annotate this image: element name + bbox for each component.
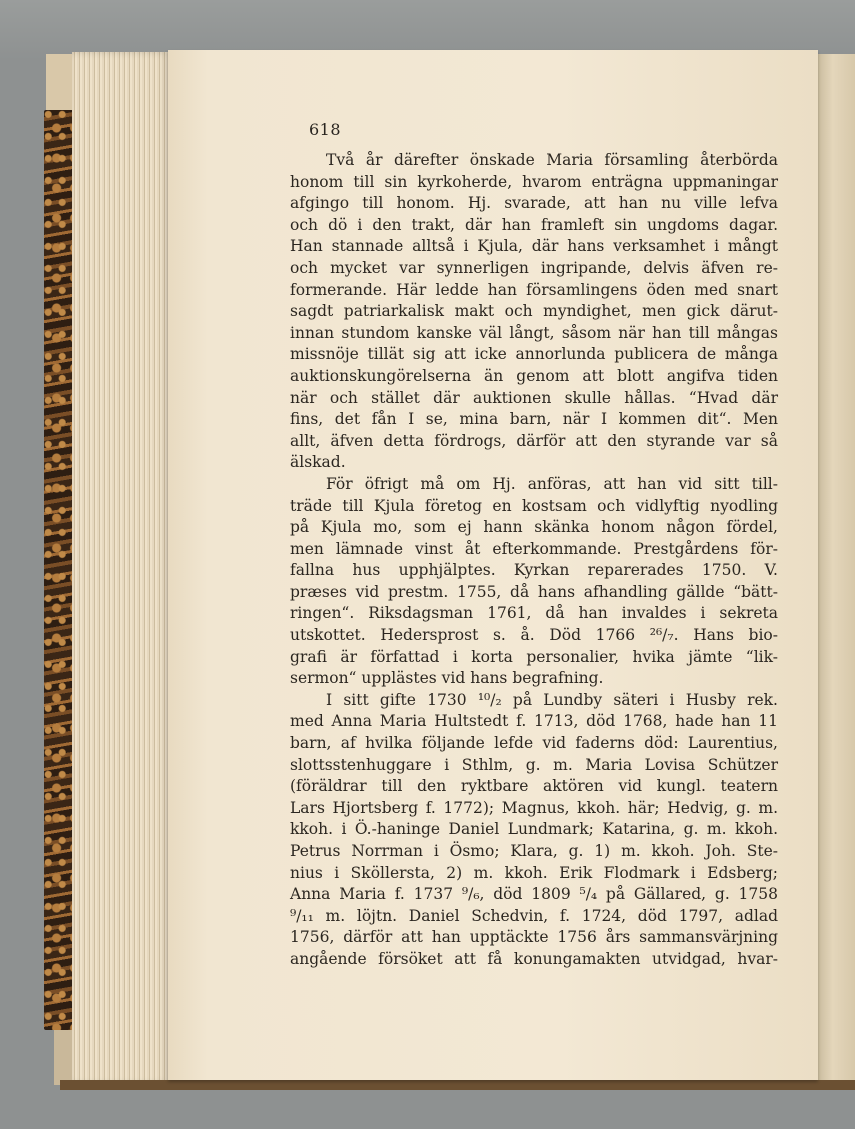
text-line: barn, af hvilka följande lefde vid faderns död: Laurentius,	[290, 734, 778, 753]
text-line: och dö i den trakt, där han framleft sin ungdoms dagar.	[290, 215, 778, 234]
text-line: träde till Kjula företog en kostsam och vidlyftig nyodling	[290, 496, 778, 515]
text-line: sagdt patriarkalisk makt och myndighet, men gick därut-	[290, 302, 778, 321]
text-line: præses vid prestm. 1755, då hans afhandling gällde “bätt-	[290, 582, 778, 601]
text-line: när och stället där auktionen skulle hållas. “Hvad där	[290, 388, 778, 407]
text-line: Anna Maria f. 1737 ⁹/₆, död 1809 ⁵/₄ på Gällared, g. 1758	[290, 885, 778, 904]
book-board-bottom	[60, 1080, 855, 1090]
text-line: nius i Sköllersta, 2) m. kkoh. Erik Flodmark i Edsberg;	[290, 863, 778, 882]
text-line: auktionskungörelserna än genom att blott angifva tiden	[290, 366, 778, 385]
text-line: innan stundom kanske väl långt, såsom när han till mångas	[290, 323, 778, 342]
text-line: 1756, därför att han upptäckte 1756 års sammansvärjning	[290, 928, 778, 947]
text-line: (föräldrar till den ryktbare aktören vid kungl. teatern	[290, 777, 778, 796]
text-line: För öfrigt må om Hj. anföras, att han vid sitt till-	[326, 474, 778, 493]
text-line: grafi är författad i korta personalier, hvika jämte “lik-	[290, 647, 778, 666]
text-line: Två år därefter önskade Maria församling återbörda	[326, 151, 778, 169]
text-line: missnöje tillät sig att icke annorlunda publicera de många	[290, 345, 778, 364]
text-line: ⁹/₁₁ m. löjtn. Daniel Schedvin, f. 1724, död 1797, adlad	[290, 906, 778, 925]
text-line: Han stannade alltså i Kjula, där hans verksamhet i mångt	[290, 237, 778, 256]
text-line: men lämnade vinst åt efterkommande. Prestgårdens för-	[290, 539, 778, 558]
page-number: 618	[309, 120, 342, 139]
text-line: älskad.	[290, 453, 346, 472]
text-line: Lars Hjortsberg f. 1772); Magnus, kkoh. här; Hedvig, g. m.	[290, 798, 778, 817]
text-line: kkoh. i Ö.-haninge Daniel Lundmark; Katarina, g. m. kkoh.	[290, 820, 778, 839]
page-text	[290, 150, 778, 971]
text-line: angående försöket att få konungamakten utvidgad, hvar-	[290, 949, 778, 968]
text-line: fins, det fån I se, mina barn, när I kommen dit“. Men	[290, 410, 778, 429]
text-line: fallna hus upphjälptes. Kyrkan reparerades 1750. V.	[290, 561, 778, 580]
text-line: sermon“ upplästes vid hans begrafning.	[290, 669, 604, 688]
page-edges	[72, 52, 172, 1084]
text-line: ringen“. Riksdagsman 1761, då han invaldes i sekreta	[290, 604, 778, 623]
text-line: slottsstenhuggare i Sthlm, g. m. Maria Lovisa Schützer	[290, 755, 778, 774]
facing-page-edge	[818, 54, 855, 1084]
text-line: formerande. Här ledde han församlingens öden med snart	[290, 280, 778, 299]
text-line: med Anna Maria Hultstedt f. 1713, död 1768, hade han 11	[290, 712, 778, 731]
text-line: I sitt gifte 1730 ¹⁰/₂ på Lundby säteri i Husby rek.	[326, 690, 778, 709]
text-line: och mycket var synnerligen ingripande, delvis äfven re-	[290, 258, 778, 277]
text-line: utskottet. Hedersprost s. å. Död 1766 ²⁶/₇. Hans bio-	[290, 626, 778, 645]
text-line: Petrus Norrman i Ösmo; Klara, g. 1) m. kkoh. Joh. Ste-	[290, 842, 778, 860]
text-line: på Kjula mo, som ej hann skänka honom någon fördel,	[290, 518, 778, 537]
marbled-book-cover	[44, 110, 74, 1030]
text-line: afgingo till honom. Hj. svarade, att han nu ville lefva	[290, 194, 778, 213]
text-line: honom till sin kyrkoherde, hvarom enträgna uppmaningar	[290, 172, 778, 191]
text-line: allt, äfven detta fördrogs, därför att den styrande var så	[290, 431, 778, 450]
